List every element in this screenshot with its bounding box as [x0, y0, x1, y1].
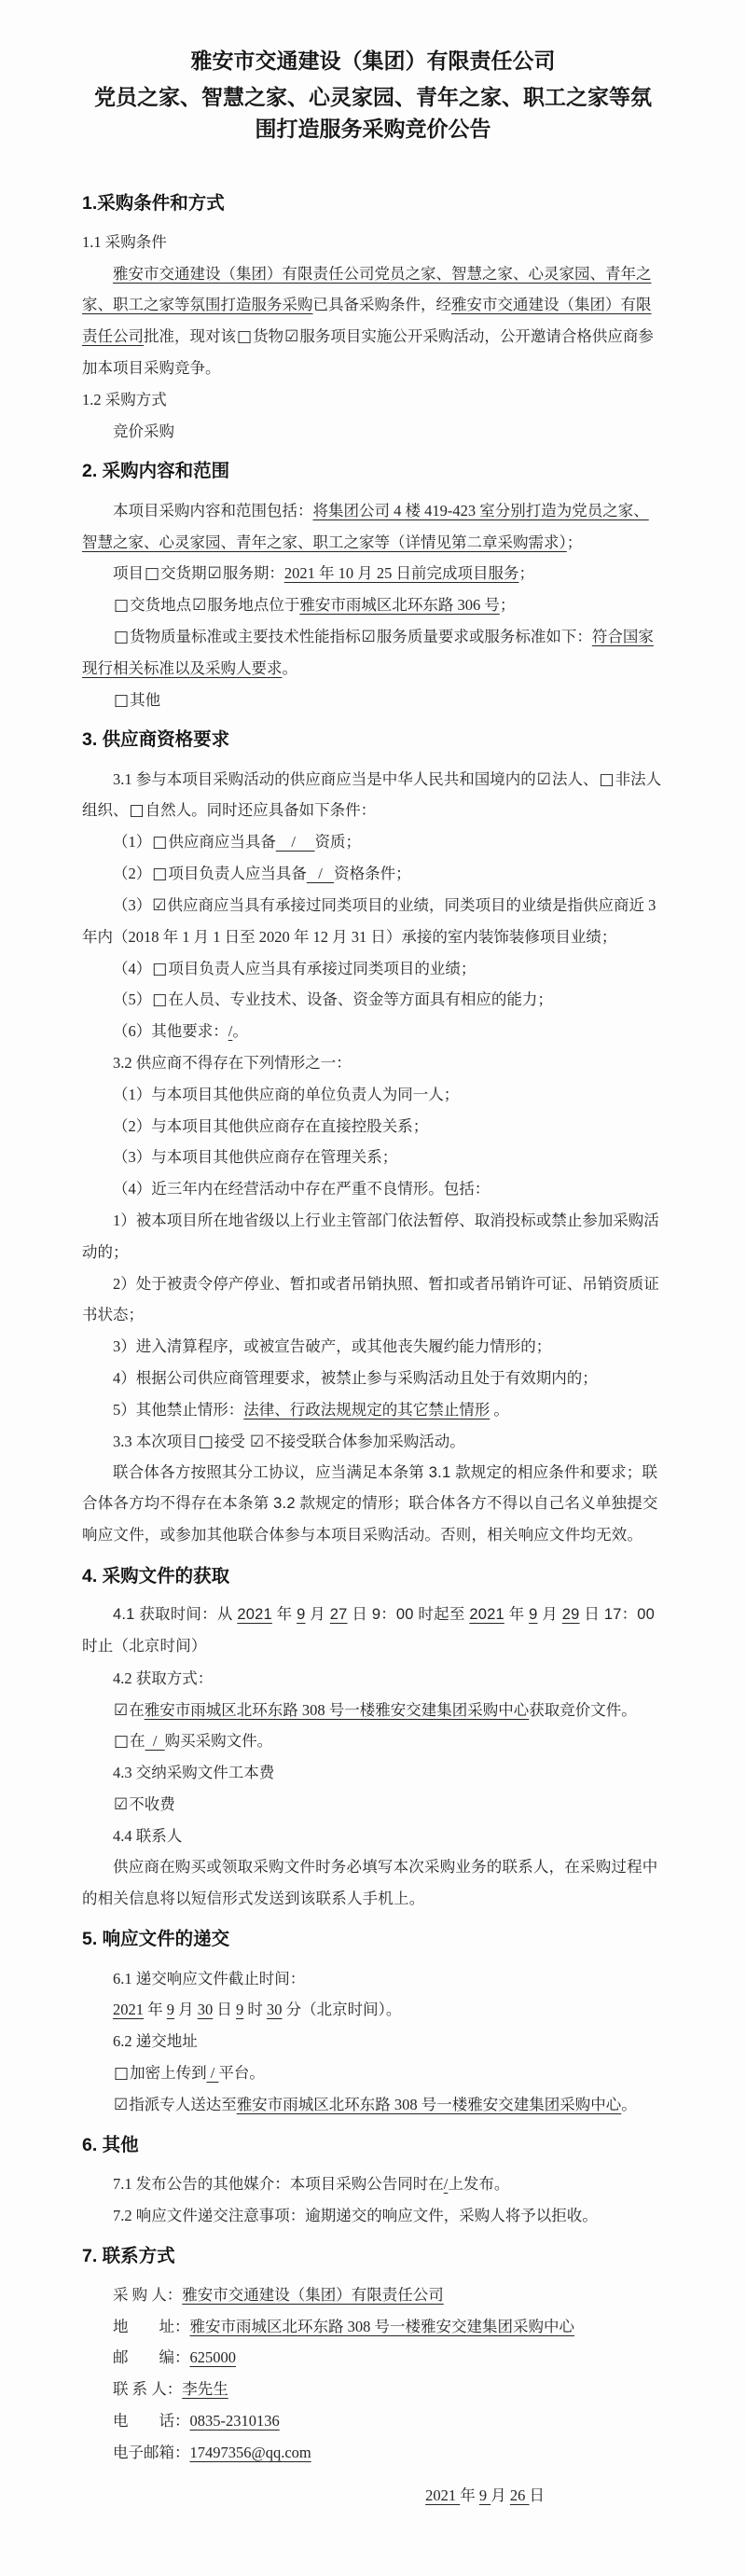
section [82, 1926, 664, 2120]
section [82, 727, 664, 1552]
paragraph: ☑不收费 [114, 1795, 175, 1815]
paragraph: 2021 年 9 月 30 日 9 时 30 分（北京时间）。 [113, 2001, 402, 2019]
underlined-text: 9 [478, 2486, 491, 2504]
underlined-text: 2021 [237, 1606, 272, 1624]
underlined-text: 雅安市雨城区北环东路 308 号一楼雅安交建集团采购中心 [144, 1700, 530, 1719]
paragraph: 4.2 获取方式： [113, 1669, 214, 1687]
paragraph: 1.2 采购方式 [82, 390, 167, 409]
underlined-text: 27 [329, 1606, 348, 1624]
underlined-text: 法律、行政法规规定的其它禁止情形 [243, 1400, 490, 1419]
paragraph: （2）与本项目其他供应商存在直接控股关系； [113, 1116, 429, 1135]
underlined-text: 625000 [189, 2348, 236, 2367]
checkbox-unchecked-icon: □ [114, 1732, 130, 1752]
document-body [82, 190, 664, 2512]
paragraph: ☑在雅安市雨城区北环东路 308 号一楼雅安交建集团采购中心获取竞价文件。 [114, 1700, 637, 1720]
checkbox-checked-icon: ☑ [207, 564, 222, 584]
paragraph: 电子邮箱：17497356@qq.com [113, 2443, 311, 2461]
checkbox-unchecked-icon: □ [152, 865, 168, 884]
paragraph: （4）近三年内在经营活动中存在严重不良情形。包括： [113, 1180, 490, 1198]
paragraph: 5）其他禁止情形：法律、行政法规规定的其它禁止情形 。 [113, 1400, 509, 1419]
paragraph: 项目□交货期☑服务期：2021 年 10 月 25 日前完成项目服务； [113, 564, 534, 584]
paragraph: （3）与本项目其他供应商存在管理关系； [113, 1148, 398, 1167]
paragraph: 7.2 响应文件递交注意事项：逾期递交的响应文件，采购人将予以拒收。 [113, 2206, 598, 2224]
checkbox-checked-icon: ☑ [114, 1700, 129, 1720]
underlined-text: / [275, 833, 315, 852]
paragraph: □其他 [114, 690, 161, 710]
section-heading: 1.采购条件和方式 [82, 192, 225, 214]
checkbox-unchecked-icon: □ [599, 769, 615, 789]
paragraph: □交货地点☑服务地点位于雅安市雨城区北环东路 306 号； [114, 596, 516, 616]
checkbox-checked-icon: ☑ [192, 596, 207, 616]
underlined-text: 2021 [113, 2001, 144, 2019]
underlined-text: 9 [529, 1606, 538, 1624]
paragraph: □在 / 购买采购文件。 [114, 1732, 273, 1752]
paragraph: 3.3 本次项目□接受 ☑不接受联合体参加采购活动。 [113, 1432, 465, 1451]
underlined-text: / [443, 2174, 449, 2193]
checkbox-checked-icon: ☑ [284, 327, 299, 347]
underlined-text: 30 [197, 2001, 214, 2019]
paragraph: 1.1 采购条件 [82, 232, 167, 251]
checkbox-checked-icon: ☑ [361, 627, 376, 646]
checkbox-unchecked-icon: □ [152, 833, 168, 852]
paragraph: 供应商在购买或领取采购文件时务必填写本次采购业务的联系人，在采购过程中的相关信息将以短信形式发送到该联系人手机上。 [82, 1858, 658, 1907]
section [82, 2132, 664, 2232]
underlined-text: 雅安市交通建设（集团）有限责任公司党员之家、智慧之家、心灵家园、青年之家、职工之家等氛围打造服务采购 [82, 264, 652, 314]
paragraph: （4）□项目负责人应当具有承接过同类项目的业绩； [113, 959, 477, 978]
underlined-text: 9 [297, 1606, 306, 1624]
paragraph: ☑指派专人送达至雅安市雨城区北环东路 308 号一楼雅安交建集团采购中心。 [114, 2095, 637, 2114]
document-title-subject: 党员之家、智慧之家、心灵家园、青年之家、职工之家等氛围打造服务采购竞价公告 [94, 84, 652, 141]
underlined-text: 26 [509, 2486, 530, 2504]
underlined-text: / [145, 1732, 165, 1751]
paragraph: （3）☑供应商应当具有承接过同类项目的业绩，同类项目的业绩是指供应商近 3 年内（2018 年 1 月 1 日至 2020 年 12 月 31 日）承接的室内装饰装修项目业绩； [82, 895, 656, 946]
checkbox-unchecked-icon: □ [145, 564, 160, 584]
checkbox-unchecked-icon: □ [198, 1432, 214, 1451]
paragraph: （1）□供应商应当具备 / 资质； [113, 833, 362, 852]
underlined-text: 符合国家现行相关标准以及采购人要求 [82, 627, 654, 677]
checkbox-unchecked-icon: □ [129, 801, 145, 821]
underlined-text: 2021 [469, 1606, 504, 1624]
underlined-text: 2021 [425, 2486, 461, 2504]
underlined-text: 9 [166, 2001, 174, 2019]
checkbox-unchecked-icon: □ [114, 627, 130, 646]
paragraph: 6.1 递交响应文件截止时间： [113, 1969, 306, 1987]
underlined-text: 雅安市交通建设（集团）有限责任公司 [82, 296, 652, 346]
checkbox-unchecked-icon: □ [152, 990, 168, 1010]
section-heading: 5. 响应文件的递交 [82, 1929, 230, 1950]
checkbox-unchecked-icon: □ [114, 690, 130, 710]
paragraph: （5）□在人员、专业技术、设备、资金等方面具有相应的能力； [113, 990, 553, 1010]
checkbox-checked-icon: ☑ [152, 895, 167, 915]
underlined-text: 0835-2310136 [189, 2412, 280, 2430]
underlined-text: 雅安市雨城区北环东路 308 号一楼雅安交建集团采购中心 [236, 2095, 622, 2113]
section [82, 458, 664, 715]
underlined-text: 9 [236, 2001, 244, 2019]
paragraph: 地 址：雅安市雨城区北环东路 308 号一楼雅安交建集团采购中心 [113, 2317, 574, 2335]
paragraph: 3.2 供应商不得存在下列情形之一： [113, 1053, 352, 1072]
underlined-text: / [206, 2064, 219, 2082]
underlined-text: 雅安市交通建设（集团）有限责任公司 [182, 2285, 444, 2304]
checkbox-checked-icon: ☑ [114, 2095, 129, 2114]
checkbox-unchecked-icon: □ [114, 2064, 130, 2083]
paragraph: （2）□项目负责人应当具备 / 资格条件； [113, 865, 411, 884]
paragraph: 雅安市交通建设（集团）有限责任公司党员之家、智慧之家、心灵家园、青年之家、职工之家等氛围打造服务采购已具备采购条件，经雅安市交通建设（集团）有限责任公司批准，现对该□货物☑服务项目实施公开采购活动，公开邀请合格供应商参加本项目采购竞争。 [82, 264, 654, 377]
paragraph: （1）与本项目其他供应商的单位负责人为同一人； [113, 1085, 460, 1103]
paragraph: 3）进入清算程序，或被宣告破产，或其他丧失履约能力情形的； [113, 1337, 552, 1356]
paragraph: 4）根据公司供应商管理要求，被禁止参与采购活动且处于有效期内的； [113, 1369, 598, 1388]
section [82, 1563, 664, 1915]
paragraph: □货物质量标准或主要技术性能指标☑服务质量要求或服务标准如下：符合国家现行相关标准以及采购人要求。 [82, 627, 654, 677]
underlined-text: 将集团公司 4 楼 419-423 室分别打造为党员之家、智慧之家、心灵家园、青年之家、职工之家等（详情见第二章采购需求） [82, 501, 649, 551]
underlined-text: 雅安市雨城区北环东路 306 号 [299, 596, 500, 615]
paragraph: 联 系 人：李先生 [113, 2380, 228, 2399]
underlined-text: 2021 年 10 月 25 日前完成项目服务 [283, 564, 519, 583]
section-heading: 3. 供应商资格要求 [82, 729, 230, 751]
paragraph: 邮 编：625000 [113, 2348, 236, 2367]
section-heading: 2. 采购内容和范围 [82, 461, 230, 482]
paragraph: 6.2 递交地址 [113, 2032, 198, 2051]
underlined-text: / [228, 1022, 233, 1041]
paragraph: 电 话：0835-2310136 [113, 2412, 280, 2430]
underlined-text: / [306, 865, 335, 883]
paragraph: 竞价采购 [113, 422, 174, 440]
section-heading: 6. 其他 [82, 2134, 139, 2155]
underlined-text: 29 [561, 1606, 580, 1624]
paragraph: 2）处于被责令停产停业、暂扣或者吊销执照、暂扣或者吊销许可证、吊销资质证书状态； [82, 1274, 659, 1324]
checkbox-unchecked-icon: □ [114, 596, 130, 616]
paragraph: □加密上传到 / 平台。 [114, 2064, 265, 2083]
paragraph: 4.1 获取时间：从 2021 年 9 月 27 日 9：00 时起至 2021 年 9 月 29 日 17：00 时止（北京时间） [82, 1606, 656, 1655]
paragraph: 1）被本项目所在地省级以上行业主管部门依法暂停、取消投标或禁止参加采购活动的； [82, 1212, 659, 1261]
paragraph: 4.4 联系人 [113, 1826, 183, 1845]
document-title-company: 雅安市交通建设（集团）有限责任公司 [190, 48, 556, 73]
section-heading: 4. 采购文件的获取 [82, 1565, 230, 1586]
underlined-text: 17497356@qq.com [189, 2443, 311, 2461]
paragraph: 采 购 人：雅安市交通建设（集团）有限责任公司 [113, 2285, 444, 2304]
checkbox-checked-icon: ☑ [114, 1795, 129, 1815]
paragraph: （6）其他要求：/。 [113, 1022, 248, 1041]
section-heading: 7. 联系方式 [82, 2245, 175, 2266]
paragraph: 7.1 发布公告的其他媒介：本项目采购公告同时在/上发布。 [113, 2174, 510, 2193]
underlined-text: 雅安市雨城区北环东路 308 号一楼雅安交建集团采购中心 [189, 2317, 574, 2335]
paragraph: 2021 年 9 月 26 日 [425, 2486, 545, 2504]
checkbox-unchecked-icon: □ [152, 959, 168, 978]
paragraph: 3.1 参与本项目采购活动的供应商应当是中华人民共和国境内的☑法人、□非法人组织、□自然人。同时还应具备如下条件： [82, 769, 662, 821]
paragraph: 联合体各方按照其分工协议，应当满足本条第 3.1 款规定的相应条件和要求；联合体各方均不得存在本条第 3.2 款规定的情形；联合体各方不得以自己名义单独提交响应文件，或参加其他联合体参与本项目采购活动。否则，相关响应文件均无效。 [82, 1463, 658, 1544]
section [82, 190, 664, 448]
underlined-text: 李先生 [182, 2380, 228, 2399]
paragraph: 本项目采购内容和范围包括：将集团公司 4 楼 419-423 室分别打造为党员之家、智慧之家、心灵家园、青年之家、职工之家等（详情见第二章采购需求）； [82, 501, 649, 551]
checkbox-checked-icon: ☑ [249, 1432, 265, 1451]
section [82, 2243, 664, 2512]
paragraph: 4.3 交纳采购文件工本费 [113, 1764, 275, 1782]
checkbox-unchecked-icon: □ [237, 327, 253, 347]
underlined-text: 30 [267, 2001, 283, 2019]
checkbox-checked-icon: ☑ [536, 769, 551, 789]
